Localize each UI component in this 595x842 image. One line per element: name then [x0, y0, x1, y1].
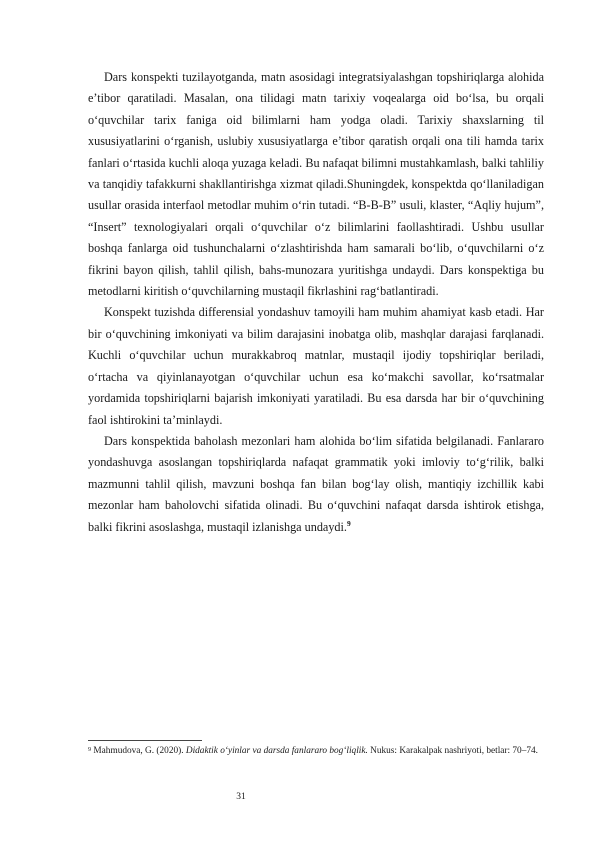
paragraph-1-text: Dars konspekti tuzilayotganda, matn asosidagi integratsiyalashgan topshiriqlarga alohida e’tibor qaratiladi. Masalan, ona tilidagi matn tarixiy voqealarga oid bo‘lsa, bu orqali o‘quvchilar tarix faniga oid bilimlarni ham yodga oladi. Tarixiy shaxslarning til xususiyatlarini o‘rganish, uslubiy xususiyatlarga e’tibor qaratish orqali ona tili hamda tarix fanlari o‘rtasida kuchli aloqa yuzaga keladi. Bu nafaqat bilimni mustahkamlash, balki tahliliy va tanqidiy tafakkurni shakllantirishga xizmat qiladi.Shuningdek, konspektda qo‘llaniladigan usullar orasida interfaol metodlar muhim o‘rin tutadi. “B-B-B” usuli, klaster, “Aqliy hujum”, “Insert” texnologiyalari orqali o‘quvchilar o‘z bilimlarini faollashtiradi. Ushbu usullar boshqa fanlarga oid tushunchalarni o‘zlashtirishda ham samarali bo‘lib, o‘quvchilarni o‘z fikrini bayon qilish, tahlil qilish, bahs-munozara yuritishga undaydi. Dars konspektiga bu metodlarni kiritish o‘quvchilarning mustaqil fikrlashini rag‘batlantiradi.: [88, 70, 544, 299]
page-number: 31: [236, 792, 246, 802]
footnote-title: Didaktik o‘yinlar va darsda fanlararo bog‘liqlik.: [185, 746, 368, 756]
paragraph-3-text: Dars konspektida baholash mezonlari ham alohida bo‘lim sifatida belgilanadi. Fanlararo yondashuvga asoslangan topshiriqlarda nafaqat grammatik yoki imloviy to‘g‘rilik, balki mazmunni tahlil qilish, mavzuni boshqa fan bilan bog‘lay olish, mantiqiy izchillik kabi mezonlar ham baholovchi sifatida olinadi. Bu o‘quvchini nafaqat darsda ishtirok etishga, balki fikrini asoslashga, mustaqil izlanishga undaydi.: [88, 433, 544, 534]
footnote-author: Mahmudova, G. (2020).: [91, 746, 186, 756]
body-text: [88, 67, 544, 538]
paragraph-2: [88, 302, 544, 430]
footnote-mark: 9: [88, 746, 92, 753]
footnote-reference[interactable]: 9: [346, 518, 351, 528]
paragraph-3: [88, 431, 544, 538]
paragraph-1: [88, 67, 544, 302]
footnote-separator: [88, 740, 202, 741]
footnote-publisher: Nukus: Karakalpak nashriyoti, betlar: 70–74.: [367, 746, 538, 756]
paragraph-2-text: Konspekt tuzishda differensial yondashuv tamoyili ham muhim ahamiyat kasb etadi. Har bir o‘quvchining imkoniyati va bilim darajasini inobatga olib, mashqlar darajasi farqlanadi. Kuchli o‘quvchilar uchun murakkabroq matnlar, mustaqil ijodiy topshiriqlar beriladi, o‘rtacha va qiyinlanayotgan o‘quvchilar uchun esa ko‘makchi savollar, ko‘rsatmalar yordamida topshiriqlarni bajarish imkoniyati yaratiladi. Bu esa darsda har bir o‘quvchining faol ishtirokini ta’minlaydi.: [88, 305, 544, 427]
footnote: [88, 744, 544, 758]
